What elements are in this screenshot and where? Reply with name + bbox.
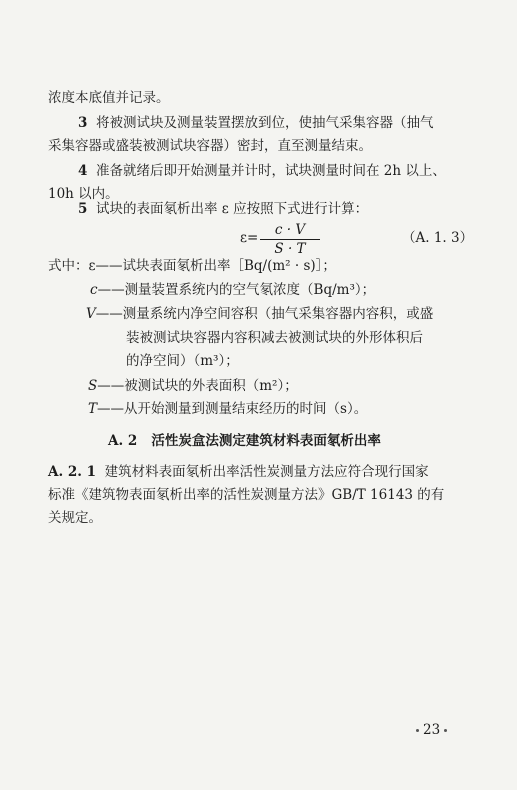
symbol: V (86, 306, 96, 322)
definition-c (90, 280, 375, 300)
item-text: 准备就绪后即开始测量并计时，试块测量时间在 2h 以上、 (96, 163, 446, 179)
symbol: S (88, 378, 98, 394)
paragraph-line: 浓度本底值并记录。 (48, 90, 170, 106)
clause-a21 (48, 462, 429, 482)
item-3 (78, 113, 434, 133)
symbol: ε (88, 258, 96, 274)
symbol: c (90, 282, 98, 298)
definitions-intro: 式中： (48, 258, 89, 274)
item-text: 试块的表面氡析出率 ε 应按照下式进行计算： (96, 201, 369, 217)
item-5 (78, 199, 368, 219)
definition-v (86, 304, 433, 324)
item-text: 将被测试块及测量装置摆放到位，使抽气采集容器（抽气 (96, 115, 434, 131)
definition-text: ——从开始测量到测量结束经历的时间（s）。 (97, 401, 368, 417)
formula-denominator: S · T (274, 241, 306, 257)
definition-t (88, 399, 367, 419)
definition-text: ——被测试块的外表面积（m²）； (97, 378, 298, 394)
definition-text: ——试块表面氡析出率［Bq/(m² · s)］； (95, 258, 336, 274)
definition-text: ——测量装置系统内的空气氡浓度（Bq/m³）； (97, 282, 376, 298)
item-number: 3 (78, 115, 88, 131)
paragraph-line: 10h 以内。 (48, 186, 119, 202)
formula-lhs: ε= (240, 230, 259, 246)
definition-v-cont: 装被测试块容器内容积减去被测试块的外形体积后 (126, 330, 423, 346)
item-number: 4 (78, 163, 88, 179)
clause-text: 建筑材料表面氡析出率活性炭测量方法应符合现行国家 (104, 464, 429, 480)
definition-v-cont: 的净空间）（m³）； (126, 353, 239, 369)
formula-fraction (260, 222, 320, 257)
clause-number: A. 2. 1 (48, 464, 97, 480)
fraction-bar (260, 239, 320, 240)
paragraph-line: 关规定。 (48, 510, 102, 526)
page-number-value: 23 (423, 722, 441, 738)
item-number: 5 (78, 201, 88, 217)
definition-epsilon (48, 256, 336, 276)
item-4 (78, 161, 446, 181)
symbol: T (88, 401, 98, 417)
definition-s (88, 376, 298, 396)
page-number (412, 722, 451, 738)
dot-icon (416, 729, 419, 732)
formula-numerator: c · V (274, 222, 306, 238)
paragraph-line: 采集容器或盛装被测试块容器）密封，直至测量结束。 (48, 138, 372, 154)
paragraph-line: 标准《建筑物表面氡析出率的活性炭测量方法》GB/T 16143 的有 (48, 487, 445, 503)
definition-text: ——测量系统内净空间容积（抽气采集容器内容积，或盛 (95, 306, 434, 322)
formula-a13 (240, 222, 340, 258)
dot-icon (444, 729, 447, 732)
section-heading: A. 2 活性炭盒法测定建筑材料表面氡析出率 (108, 433, 381, 449)
equation-number: （A. 1. 3） (402, 230, 474, 246)
